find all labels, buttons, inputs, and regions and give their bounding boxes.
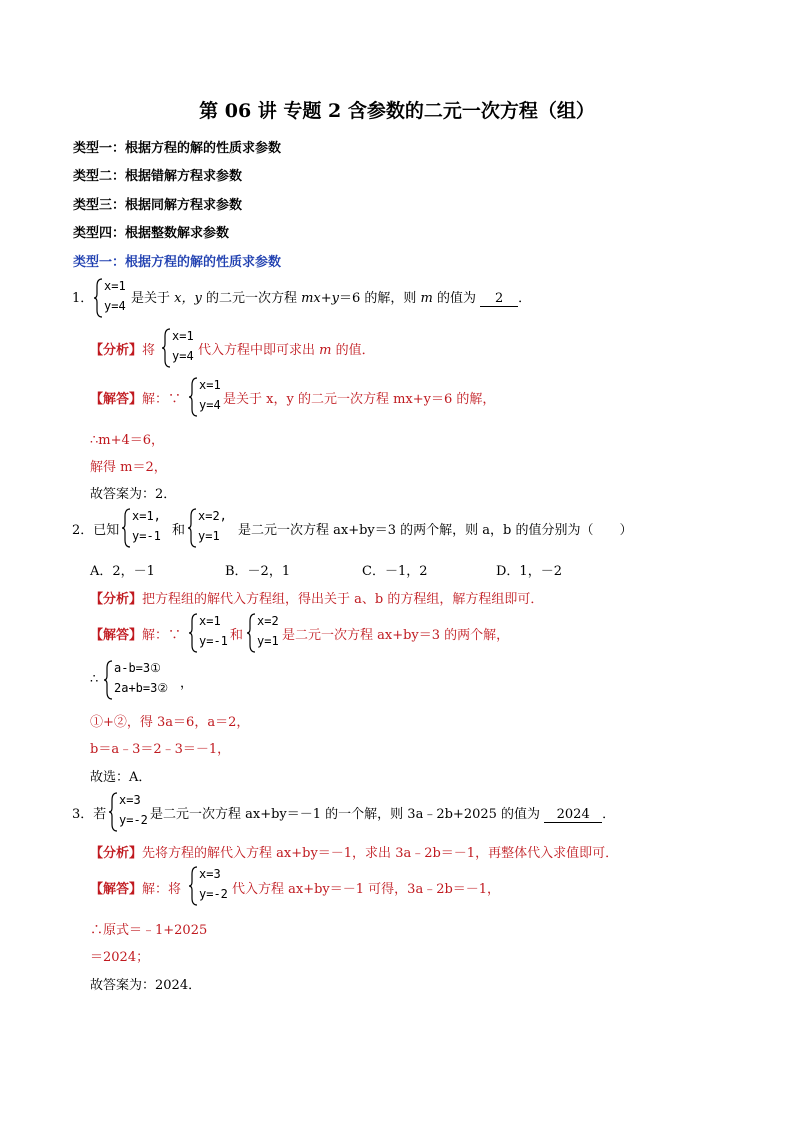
section-heading: 类型一：根据方程的解的性质求参数 bbox=[73, 255, 282, 270]
q2-system-2: x=2, y=1 bbox=[187, 508, 231, 548]
q1-step-2: 解得 m＝2， bbox=[90, 460, 167, 475]
q3-step-2: ＝2024； bbox=[90, 950, 150, 965]
q2-step-3: 故选：A． bbox=[90, 770, 152, 785]
q1-analysis-text: 代入方程中即可求出 m 的值． bbox=[198, 343, 375, 358]
q2-option-b: B．－2，1 bbox=[225, 564, 291, 579]
q2-solution-system-2: x=2 y=1 bbox=[246, 613, 286, 653]
q3-system: x=3 y=-2 bbox=[108, 792, 148, 832]
q2-system-1: x=1, y=-1 bbox=[121, 508, 165, 548]
q1-solution-text: 是关于 x，y 的二元一次方程 mx+y＝6 的解， bbox=[223, 392, 496, 407]
q1-answer-blank: 2 bbox=[480, 291, 518, 307]
q2-solution-system-1: x=1 y=-1 bbox=[188, 613, 228, 653]
q2-therefore: ∴ bbox=[90, 672, 99, 687]
q1-step-1: ∴m+4＝6， bbox=[90, 433, 165, 448]
category-2: 类型二：根据错解方程求参数 bbox=[73, 169, 243, 184]
q3-analysis: 【分析】先将方程的解代入方程 ax+by＝－1，求出 3a﹣2b＝－1，再整体代入求值即可． bbox=[90, 846, 619, 861]
q2-step-1: ①+②，得 3a＝6，a＝2， bbox=[90, 715, 250, 730]
q2-question-text: 是二元一次方程 ax+by＝3 的两个解，则 a，b 的值分别为（ ） bbox=[238, 523, 633, 538]
q2-number: 2．已知 bbox=[72, 523, 120, 538]
q1-question-text: 是关于 x，y 的二元一次方程 mx+y＝6 的解，则 m 的值为 2 ． bbox=[131, 291, 532, 306]
q2-option-c: C．－1，2 bbox=[362, 564, 428, 579]
q3-step-3: 故答案为：2024． bbox=[90, 978, 202, 993]
q2-option-d: D．1，－2 bbox=[496, 564, 562, 579]
q2-solution-text: 是二元一次方程 ax+by＝3 的两个解， bbox=[282, 628, 510, 643]
q3-question-text: 是二元一次方程 ax+by＝－1 的一个解，则 3a﹣2b+2025 的值为 2024 ． bbox=[150, 807, 616, 822]
q3-solution: 【解答】解：将 bbox=[90, 882, 182, 897]
page-title: 第 06 讲 专题 2 含参数的二元一次方程（组） bbox=[199, 100, 595, 122]
q3-solution-text: 代入方程 ax+by＝－1 可得，3a﹣2b＝－1， bbox=[232, 882, 501, 897]
q2-solution: 【解答】解：∵ bbox=[90, 628, 182, 643]
q1-step-3: 故答案为：2． bbox=[90, 487, 177, 502]
q3-solution-system: x=3 y=-2 bbox=[188, 866, 228, 906]
q2-equation-system: a-b=3① 2a+b=3② bbox=[103, 660, 183, 700]
q1-analysis: 【分析】将 bbox=[90, 343, 156, 358]
q1-number: 1． bbox=[72, 291, 94, 306]
category-1: 类型一：根据方程的解的性质求参数 bbox=[73, 141, 282, 156]
q1-solution: 【解答】解：∵ bbox=[90, 392, 182, 407]
q2-analysis: 【分析】把方程组的解代入方程组，得出关于 a、b 的方程组，解方程组即可． bbox=[90, 592, 544, 607]
category-4: 类型四：根据整数解求参数 bbox=[73, 226, 230, 241]
q3-step-1: ∴原式＝﹣1+2025 bbox=[90, 923, 208, 938]
q1-system: x=1 y=4 bbox=[93, 278, 133, 318]
q2-solution-and: 和 bbox=[230, 628, 244, 643]
q1-analysis-system: x=1 y=4 bbox=[161, 328, 201, 368]
q1-solution-system: x=1 y=4 bbox=[188, 377, 228, 417]
q2-step-2: b＝a﹣3＝2﹣3＝－1， bbox=[90, 742, 231, 757]
q3-number: 3．若 bbox=[72, 807, 107, 822]
q2-equation-comma: ， bbox=[180, 676, 194, 691]
q3-answer-blank: 2024 bbox=[544, 807, 602, 823]
category-3: 类型三：根据同解方程求参数 bbox=[73, 198, 243, 213]
q2-and: 和 bbox=[172, 523, 186, 538]
q2-option-a: A．2，－1 bbox=[90, 564, 155, 579]
